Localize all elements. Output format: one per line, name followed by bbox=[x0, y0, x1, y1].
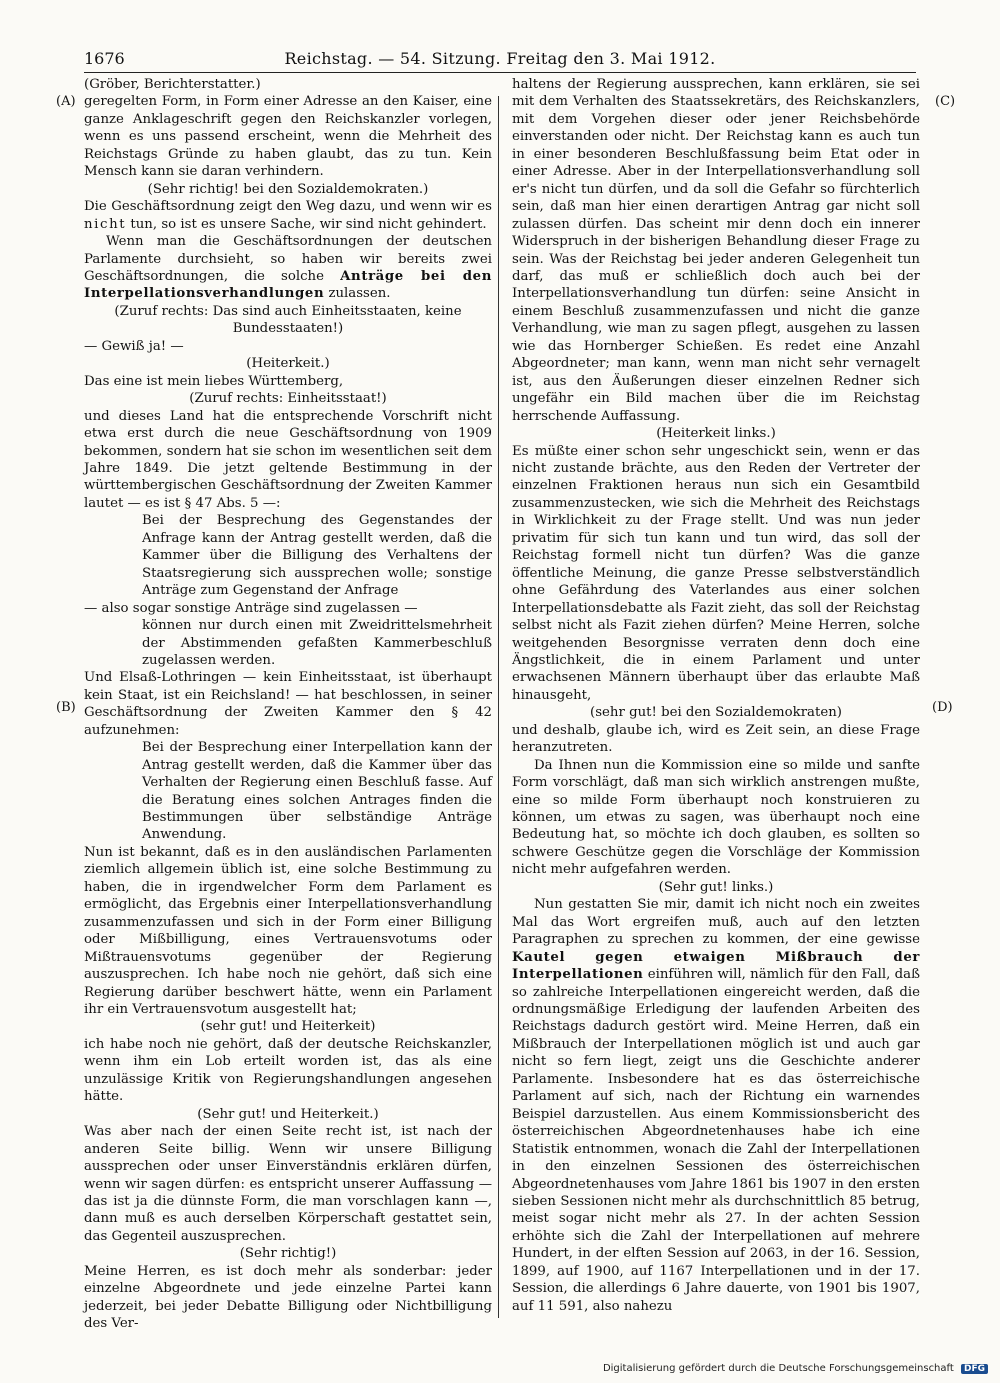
interjection: (Zuruf rechts: Einheitsstaat!) bbox=[189, 391, 387, 407]
margin-mark-c: (C) bbox=[935, 94, 956, 109]
interjection: (Heiterkeit links.) bbox=[656, 426, 776, 442]
left-column bbox=[84, 76, 492, 1333]
emphasis: Anträge bei den Interpellationsverhandlungen bbox=[84, 268, 492, 302]
paragraph: Was aber nach der einen Seite recht ist, ist nach der anderen Seite billig. Wenn wir unsere Billigung aussprechen oder unser Einverständnis erklären dürfen, wenn wir sagen dürfen: es entspricht unserer Auffassung — das ist ja die dünnste Form, die man vorschlagen kann —, dann muß es auch derselben Körperschaft gestattet sein, das Gegenteil auszusprechen. bbox=[84, 1124, 492, 1244]
margin-mark-b: (B) bbox=[56, 700, 76, 715]
interjection: (Zuruf rechts: Das sind auch Einheitsstaaten, keine Bundesstaaten!) bbox=[114, 303, 462, 337]
footer-text: Digitalisierung gefördert durch die Deutsche Forschungsgemeinschaft bbox=[602, 1363, 954, 1374]
digitization-footer bbox=[603, 1363, 988, 1374]
paragraph: Wenn man die Geschäftsordnungen der deutschen Parlamente durchsieht, so haben wir bereits zwei Geschäftsordnungen, die solche Anträge bei den Interpellationsverhandlungen zulassen. bbox=[84, 234, 492, 302]
paragraph: Da Ihnen nun die Kommission eine so milde und sanfte Form vorschlägt, daß man sich wirklich anstrengen mußte, eine so milde Form überhaupt noch konstruieren zu können, um etwas zu sagen, was überhaupt noch eine Bedeutung hat, so möchte ich doch glauben, es sollten so schwere Geschütze gegen die Vorschläge der Kommission nicht mehr aufgefahren werden. bbox=[512, 757, 920, 878]
right-column bbox=[512, 76, 920, 1315]
paragraph: Meine Herren, es ist doch mehr als sonderbar: jeder einzelne Abgeordnete und jede einzelne Partei kann jederzeit, bei jeder Debatte Billigung oder Nichtbilligung des Ver- bbox=[84, 1263, 492, 1332]
emphasis: Kautel gegen etwaigen Mißbrauch der Interpellationen bbox=[512, 949, 920, 983]
interjection: (sehr gut! bei den Sozialdemokraten) bbox=[590, 705, 842, 721]
speaker-note: (Gröber, Berichterstatter.) bbox=[84, 77, 261, 92]
running-title: Reichstag. — 54. Sitzung. Freitag den 3. Mai 1912. bbox=[284, 49, 716, 68]
interjection: (Sehr gut! links.) bbox=[658, 879, 774, 895]
margin-mark-d: (D) bbox=[932, 700, 953, 715]
paragraph: Nun ist bekannt, daß es in den ausländischen Parlamenten ziemlich allgemein üblich ist, eine solche Bestimmung zu haben, die in irgendwelcher Form dem Parlament es ermöglicht, das Ergebnis einer Interpellationsverhandlung zusammenzufassen und sich in der Form einer Billigung oder Mißbilligung, eines Vertrauensvotums oder Mißtrauensvotums gegenüber der Regierung auszusprechen. Ich habe noch nie gehört, daß sich eine Regierung darüber beschwert hätte, wenn ein Parlament ihr ein Vertrauensvotum ausgestellt hat; bbox=[84, 844, 492, 1018]
interjection: (Sehr gut! und Heiterkeit.) bbox=[197, 1106, 379, 1122]
paragraph: Nun gestatten Sie mir, damit ich nicht noch ein zweites Mal das Wort ergreifen muß, auch auf den letzten Paragraphen zu sprechen zu kommen, der eine gewisse Kautel gegen etwaigen Mißbrauch der Interpellationen einführen will, nämlich für den Fall, daß so zahlreiche Interpellationen eingereicht werden, daß die ordnungsmäßige Erledigung der laufenden Arbeiten des Reichstags dadurch gestört wird. Meine Herren, daß ein Mißbrauch der Interpellationen möglich ist und auch gar nicht so fern liegt, zeigt uns die Geschichte anderer Parlamente. Insbesondere hat es das österreichische Parlament auf sich, nach der Richtung ein warnendes Beispiel darzustellen. Aus einem Kommissionsbericht des österreichischen Abgeordnetenhauses habe ich eine Statistik entnommen, wonach die Zahl der Interpellationen in den einzelnen Sessionen des österreichischen Abgeordnetenhauses vom Jahre 1861 bis 1907 in den ersten sieben Sessionen nicht mehr als durchschnittlich 85 betrug, meist sogar nicht mehr als 27. In der achten Session erhöhte sich die Zahl der Interpellationen auf mehrere Hundert, in der elften Session auf 2063, in der 16. Session, 1899, auf 1900, auf 1167 Interpellationen und in der 17. Session, die allerdings 6 Jahre dauerte, von 1901 bis 1907, auf 11 591, also nahezu bbox=[512, 897, 920, 1314]
paragraph: geregelten Form, in Form einer Adresse an den Kaiser, eine ganze Anklageschrift gegen den Reichskanzler vorlegen, wenn es uns passend erscheint, wenn die Mehrheit des Reichstags Gründe zu haben glaubt, das zu tun. Kein Mensch kann sie daran verhindern. bbox=[84, 94, 492, 180]
interjection: (sehr gut! und Heiterkeit) bbox=[200, 1019, 376, 1035]
quotation: können nur durch einen mit Zweidrittelsmehrheit der Abstimmenden gefaßten Kammerbeschluß zugelassen werden. bbox=[142, 618, 492, 668]
paragraph: ich habe noch nie gehört, daß der deutsche Reichskanzler, wenn ihm ein Lob erteilt worden ist, das als eine unzulässige Kritik von Regierungshandlungen angesehen hätte. bbox=[84, 1036, 492, 1105]
paragraph: — Gewiß ja! — bbox=[84, 338, 184, 354]
paragraph: und deshalb, glaube ich, wird es Zeit sein, an diese Frage heranzutreten. bbox=[512, 722, 920, 756]
quotation: Bei der Besprechung einer Interpellation kann der Antrag gestellt werden, daß die Kammer über das Verhalten der Regierung einen Beschluß fasse. Auf die Beratung eines solchen Antrages finden die Bestimmungen über selbständige Anträge Anwendung. bbox=[142, 740, 492, 843]
paragraph: Und Elsaß-Lothringen — kein Einheitsstaat, ist überhaupt kein Staat, ist ein Reichsland! — hat beschlossen, in seiner Geschäftsordnung der Zweiten Kammer den § 42 aufzunehmen: bbox=[84, 670, 492, 738]
paragraph: — also sogar sonstige Anträge sind zugelassen — bbox=[84, 600, 418, 616]
paragraph: Die Geschäftsordnung zeigt den Weg dazu, und wenn wir es nicht tun, so ist es unsere Sache, wir sind nicht gehindert. bbox=[84, 199, 492, 232]
interjection: (Heiterkeit.) bbox=[246, 356, 330, 372]
column-divider bbox=[498, 96, 499, 1318]
page-number: 1676 bbox=[84, 49, 125, 68]
margin-mark-a: (A) bbox=[56, 94, 76, 109]
interjection: (Sehr richtig! bei den Sozialdemokraten.) bbox=[147, 181, 429, 197]
dfg-logo: DFG bbox=[961, 1364, 988, 1374]
interjection: (Sehr richtig!) bbox=[239, 1246, 337, 1262]
paragraph: Es müßte einer schon sehr ungeschickt sein, wenn er das nicht zustande brächte, aus den Reden der Vertreter der einzelnen Fraktionen heraus nun sich ein Gesamtbild zusammenzustecken, wie sich die Mehrheit des Reichstags in Wirklichkeit zu der Frage stellt. Und was nun jeder privatim für sich tun kann und tun wird, das soll der Reichstag formell nicht tun dürfen? Was die ganze öffentliche Meinung, die ganze Presse selbstverständlich ohne Gefährdung des Vaterlandes aus einer solchen Interpellationsdebatte als Fazit zieht, das soll der Reichstag selbst nicht als Fazit ziehen dürfen? Meine Herren, solche weitgehenden Besorgnisse verraten denn doch eine Ängstlichkeit, die in einem Parlament und unter erwachsenen Männern überhaupt über das erlaubte Maß hinausgeht, bbox=[512, 443, 920, 703]
paragraph: und dieses Land hat die entsprechende Vorschrift nicht etwa erst durch die neue Geschäftsordnung von 1909 bekommen, sondern hat sie schon im wesentlichen seit dem Jahre 1849. Die jetzt geltende Bestimmung in der württembergischen Geschäftsordnung der Zweiten Kammer lautet — es ist § 47 Abs. 5 —: bbox=[84, 408, 492, 511]
quotation: Bei der Besprechung des Gegenstandes der Anfrage kann der Antrag gestellt werden, daß die Kammer über die Billigung des Verhaltens der Staatsregierung sich aussprechen wolle; sonstige Anträge zum Gegenstand der Anfrage bbox=[142, 513, 492, 599]
paragraph: Das eine ist mein liebes Württemberg, bbox=[84, 373, 344, 389]
page-header bbox=[84, 46, 916, 73]
paragraph: haltens der Regierung aussprechen, kann erklären, sie sei mit dem Verhalten des Staatssekretärs, des Reichskanzlers, mit dem Vorgehen dieser oder jener Reichsbehörde einverstanden oder nicht. Der Reichstag kann es auch tun in einer besonderen Beschlußfassung beim Etat oder in einer Adresse. Aber in der Interpellationsverhandlung soll er's nicht tun dürfen, und da soll die Gefahr so fürchterlich sein, daß man hier einen derartigen Antrag gar nicht soll zulassen dürfen. Das scheint mir denn doch ein innerer Widerspruch in der bisherigen Behandlung dieser Frage zu sein. Was der Reichstag bei jeder anderen Gelegenheit tun darf, das muß er schließlich doch auch bei der Interpellationsverhandlung tun dürfen: seine Ansicht in einem Beschluß zusammenzufassen und nicht die ganze Verhandlung, wie man zu sagen pflegt, ausgehen zu lassen wie das Hornberger Schießen. Es redet eine Anzahl Abgeordneter; man kann, wenn man nicht sehr vernagelt ist, aus den Äußerungen dieser einzelnen Redner sich ungefähr ein Bild machen über die im Reichstag herrschende Auffassung. bbox=[512, 77, 920, 424]
